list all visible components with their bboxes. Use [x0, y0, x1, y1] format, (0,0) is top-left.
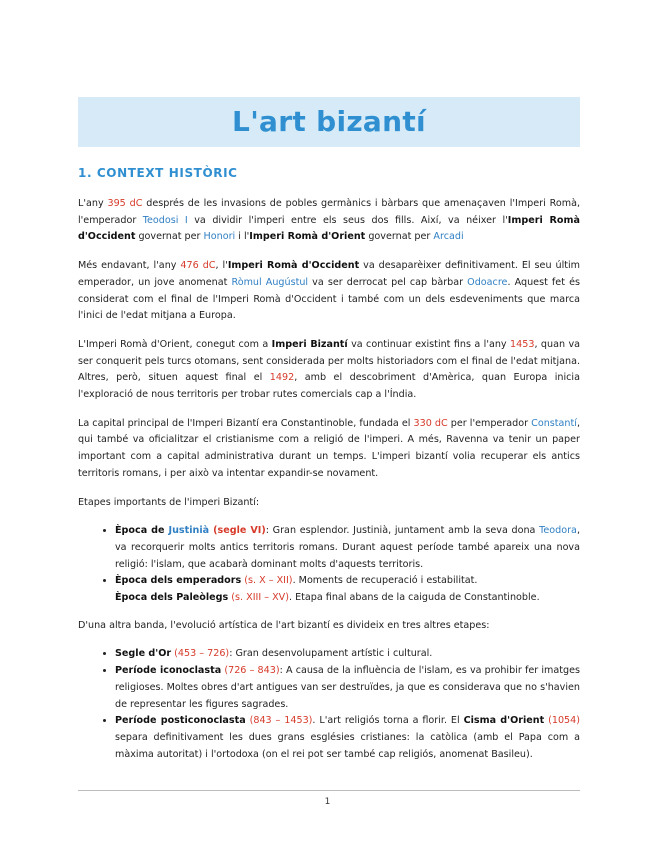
paragraph-1	[78, 196, 580, 246]
title-banner	[78, 97, 580, 147]
section-heading: 1. CONTEXT HISTÒRIC	[78, 166, 238, 180]
text: governat per	[365, 231, 434, 243]
list-item	[115, 573, 580, 590]
person-name: Teodora	[539, 525, 577, 537]
person-name: Teodosi I	[142, 214, 188, 226]
text: i l'	[235, 231, 250, 243]
key-term: Època dels emperadors	[115, 575, 242, 587]
date-highlight: 395 dC	[107, 198, 143, 209]
document-body	[78, 196, 580, 774]
text: L'Imperi Romà d'Orient, conegut com a	[78, 338, 272, 350]
paragraph-2	[78, 258, 580, 325]
date-highlight: (s. X – XII)	[241, 575, 293, 587]
key-term: Època dels Paleòlegs	[115, 592, 229, 604]
key-term: Període posticonoclasta	[115, 715, 246, 727]
text: . L'art religiós torna a florir. El	[312, 715, 464, 727]
person-name: Arcadi	[433, 231, 464, 243]
list-item	[115, 590, 580, 607]
date-highlight: 1492	[269, 372, 295, 384]
paragraph-6: D'una altra banda, l'evolució artística de l'art bizantí es divideix en tres altres etapes:	[78, 619, 490, 631]
paragraph-4	[78, 416, 580, 483]
text: va desaparèixer definitivament. El seu últim emperador, un jove anomenat	[78, 260, 581, 288]
text: : Gran desenvolupament artístic i cultural.	[229, 648, 433, 660]
text: per l'emperador	[447, 417, 532, 429]
date-highlight: (1054)	[544, 715, 580, 727]
text: va dividir l'imperi entre els seus dos fills. Així, va néixer l'	[187, 214, 508, 226]
list-item	[115, 663, 580, 713]
key-term: Cisma d'Orient	[463, 715, 545, 727]
text: : A causa de la influència de l'islam, es va prohibir fer imatges religioses. Moltes obres d'art antigues van ser destruïdes, ja que es considerava que no s'havien de representar les figures sagrades.	[115, 665, 580, 710]
text: . Aquest fet és considerat com el final de l'Imperi Romà d'Occident i també com un dels esdeveniments que marca l'inici de l'edat mitjana a Europa.	[78, 276, 580, 322]
list-item	[115, 713, 580, 763]
stages-list	[78, 523, 580, 607]
text: , qui també va oficialitzar el cristianisme com a religió de l'imperi. A més, Ravenna va tenir un paper important com a capital administrativa durant un temps. L'imperi bizantí volia recuperar els antics territoris romans, i per això va intentar expandir-se novament.	[78, 417, 580, 479]
date-highlight: (453 – 726)	[171, 648, 230, 660]
page-title: L'art bizantí	[232, 105, 426, 138]
page-number: 1	[324, 797, 331, 807]
person-name: Odoacre	[467, 276, 508, 288]
text: , amb el descobriment d'Amèrica, quan Europa inicia l'exploració de nous territoris per trobar rutes comercials cap a l'Índia.	[78, 372, 580, 401]
footer-divider	[78, 790, 580, 791]
text: , l'	[215, 260, 228, 272]
key-term: Imperi Romà d'Occident	[227, 260, 360, 272]
text: La capital principal de l'Imperi Bizantí era Constantinoble, fundada el	[78, 417, 414, 429]
key-term: Imperi Romà d'Occident	[78, 214, 580, 243]
date-highlight: (segle VI)	[209, 525, 266, 537]
date-highlight: (s. XIII – XV)	[228, 592, 289, 604]
list-item	[115, 646, 580, 663]
text: després de les invasions de pobles germànics i bàrbars que amenaçaven l'Imperi Romà, l'emperador	[78, 198, 581, 226]
text: va continuar existint fins a l'any	[347, 338, 511, 350]
text: , va recorquerir molts antics territoris romans. Durant aquest període també apareix una nova religió: l'islam, que acabarà dominant molts d'aquests territoris.	[115, 525, 581, 570]
text: separa definitivament les dues grans esglésies cristianes: la catòlica (amb el Papa com a màxima autoritat) i l'ortodoxa (on el rei pot ser també cap religiós, anomenat Basileu).	[115, 731, 580, 760]
key-term: Imperi Romà d'Orient	[249, 231, 366, 243]
date-highlight: 330 dC	[413, 417, 448, 429]
text: , quan va ser conquerit pels turcs otomans, sent considerada per molts historiadors com el final de l'edat mitjana. Altres, però, situen aquest final el	[78, 338, 581, 384]
text: . Moments de recuperació i estabilitat.	[292, 575, 478, 587]
text: : Gran esplendor. Justinià, juntament amb la seva dona	[265, 525, 540, 537]
text: Més endavant, l'any	[78, 260, 181, 272]
person-name: Ròmul Augústul	[231, 276, 309, 288]
key-term: Període iconoclasta	[115, 665, 222, 677]
person-name: Constantí	[531, 417, 577, 429]
person-name: Honori	[203, 231, 236, 243]
paragraph-3	[78, 337, 580, 404]
date-highlight: (726 – 843)	[221, 665, 280, 677]
person-name: Justinià	[168, 525, 210, 537]
text: . Etapa final abans de la caiguda de Constantinoble.	[288, 592, 540, 604]
date-highlight: (843 – 1453)	[245, 715, 313, 727]
key-term: Segle d'Or	[115, 648, 172, 660]
text: L'any	[78, 198, 108, 209]
paragraph-5: Etapes importants de l'imperi Bizantí:	[78, 496, 260, 508]
key-term: Època de	[115, 525, 169, 537]
list-item	[115, 523, 580, 573]
date-highlight: 1453	[510, 338, 535, 350]
text: governat per	[135, 231, 204, 243]
art-stages-list	[78, 646, 580, 763]
date-highlight: 476 dC	[180, 260, 216, 272]
key-term: Imperi Bizantí	[271, 338, 348, 350]
text: va ser derrocat pel cap bàrbar	[308, 276, 468, 288]
